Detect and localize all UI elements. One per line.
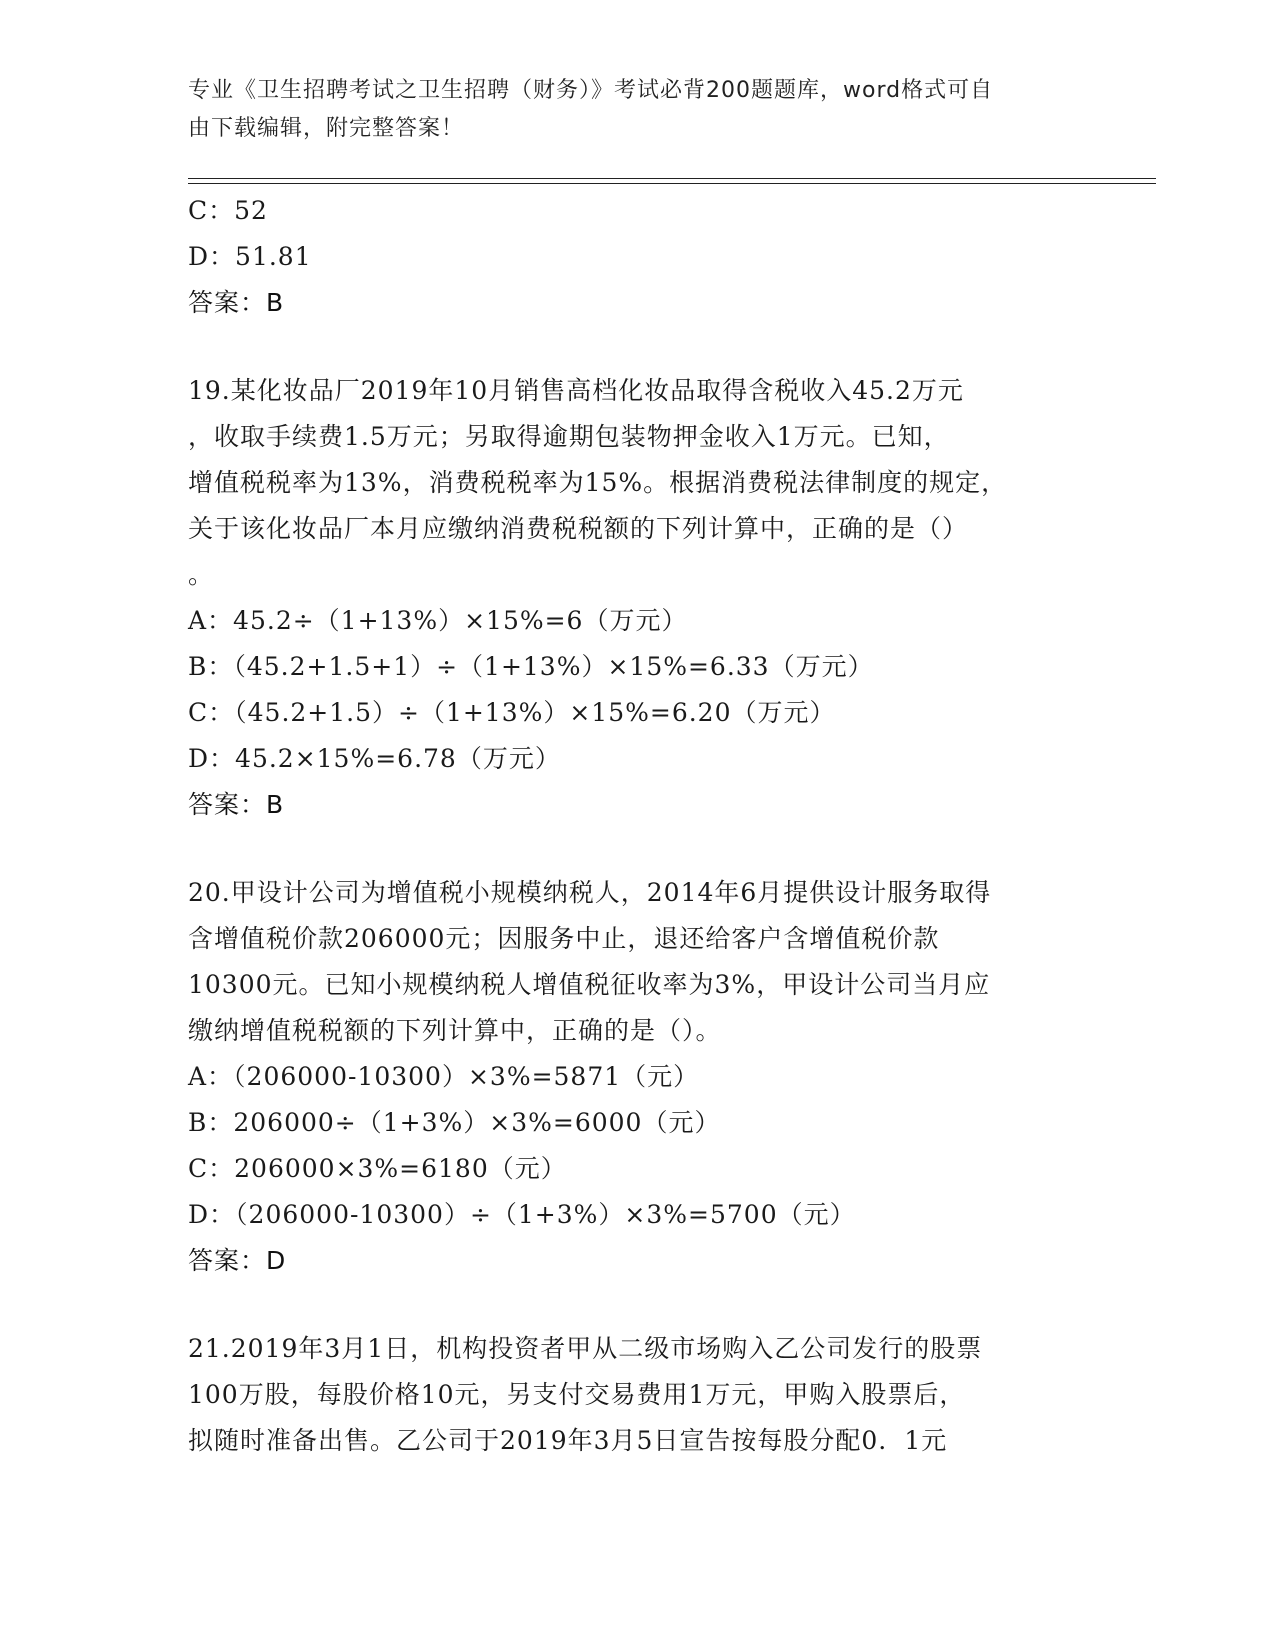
question-stem-line: ，收取手续费1.5万元；另取得逾期包装物押金收入1万元。已知， bbox=[188, 422, 950, 451]
option-b: B：206000÷（1+3%）×3%=6000（元） bbox=[188, 1108, 721, 1137]
option-d: D：45.2×15%=6.78（万元） bbox=[188, 744, 561, 773]
question-stem-line: 19.某化妆品厂2019年10月销售高档化妆品取得含税收入45.2万元 bbox=[188, 376, 964, 405]
spacer bbox=[188, 326, 1088, 368]
answer-label: 答案：D bbox=[188, 1246, 287, 1275]
question-stem-line: 20.甲设计公司为增值税小规模纳税人，2014年6月提供设计服务取得 bbox=[188, 878, 992, 907]
option-a: A：（206000-10300）×3%=5871（元） bbox=[188, 1062, 700, 1091]
option-c: C：206000×3%=6180（元） bbox=[188, 1154, 567, 1183]
answer-label: 答案：B bbox=[188, 790, 285, 819]
spacer bbox=[188, 1284, 1088, 1326]
spacer bbox=[188, 828, 1088, 870]
question-stem-line: 缴纳增值税税额的下列计算中，正确的是（）。 bbox=[188, 1016, 722, 1045]
option-a: A：45.2÷（1+13%）×15%=6（万元） bbox=[188, 606, 688, 635]
question-21 bbox=[188, 1326, 1088, 1464]
question-stem-line: 21.2019年3月1日，机构投资者甲从二级市场购入乙公司发行的股票 bbox=[188, 1334, 983, 1363]
header-divider-top bbox=[188, 178, 1156, 179]
answer-label: 答案：B bbox=[188, 288, 285, 317]
question-20 bbox=[188, 870, 1088, 1284]
question-18-tail bbox=[188, 188, 1088, 326]
option-d: D：51.81 bbox=[188, 242, 312, 271]
question-stem-line: 。 bbox=[188, 560, 215, 589]
option-c: C：52 bbox=[188, 196, 268, 225]
question-stem-line: 10300元。已知小规模纳税人增值税征收率为3%，甲设计公司当月应 bbox=[188, 970, 991, 999]
header-title-line-1: 专业《卫生招聘考试之卫生招聘（财务）》考试必背200题题库，word格式可自 bbox=[188, 78, 994, 103]
option-d: D：（206000-10300）÷（1+3%）×3%=5700（元） bbox=[188, 1200, 856, 1229]
question-stem-line: 100万股，每股价格10元，另支付交易费用1万元，甲购入股票后， bbox=[188, 1380, 966, 1409]
option-b: B：（45.2+1.5+1）÷（1+13%）×15%=6.33（万元） bbox=[188, 652, 874, 681]
question-19 bbox=[188, 368, 1088, 828]
question-stem-line: 含增值税价款206000元；因服务中止，退还给客户含增值税价款 bbox=[188, 924, 940, 953]
page-header bbox=[188, 72, 1068, 148]
option-c: C：（45.2+1.5）÷（1+13%）×15%=6.20（万元） bbox=[188, 698, 836, 727]
header-title-line-2: 由下载编辑，附完整答案！ bbox=[188, 116, 465, 141]
question-stem-line: 增值税税率为13%，消费税税率为15%。根据消费税法律制度的规定， bbox=[188, 468, 1008, 497]
header-divider-bottom bbox=[188, 183, 1156, 184]
document-body bbox=[188, 188, 1088, 1464]
question-stem-line: 关于该化妆品厂本月应缴纳消费税税额的下列计算中，正确的是（） bbox=[188, 514, 969, 543]
question-stem-line: 拟随时准备出售。乙公司于2019年3月5日宣告按每股分配0．1元 bbox=[188, 1426, 948, 1455]
